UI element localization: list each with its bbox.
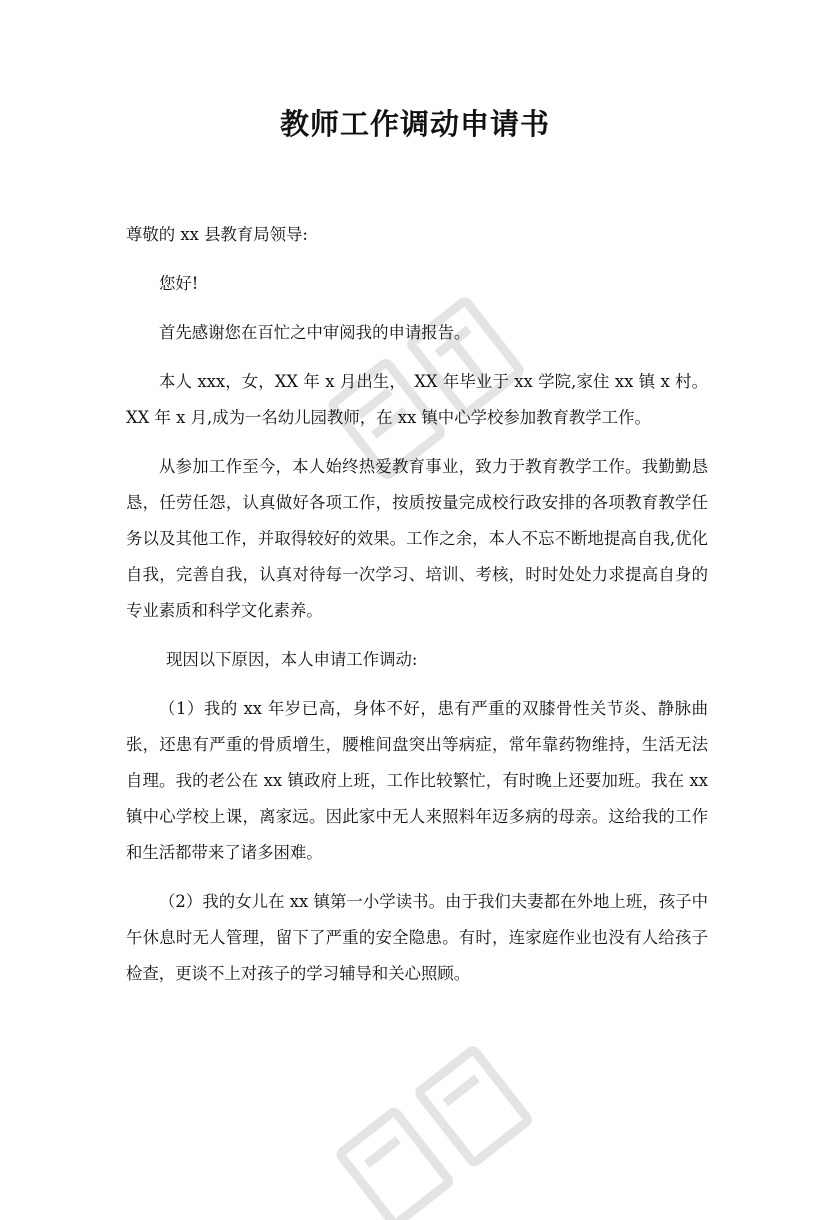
watermark-stamp-icon bbox=[305, 1040, 565, 1220]
paragraph-reason-2: （2）我的女儿在 xx 镇第一小学读书。由于我们夫妻都在外地上班，孩子中午休息时无人管理，留下了严重的安全隐患。有时，连家庭作业也没有人给孩子检查，更谈不上对孩子的学习辅导和关心照顾。 bbox=[126, 892, 708, 983]
paragraph-work-record: 从参加工作至今，本人始终热爱教育事业，致力于教育教学工作。我勤勤恳恳，任劳任怨，认真做好各项工作，按质按量完成校行政安排的各项教育教学任务以及其他工作，并取得较好的效果。工作之余，本人不忘不断地提高自我,优化自我，完善自我，认真对待每一次学习、培训、考核，时时处处力求提高自身的专业素质和科学文化素养。 bbox=[126, 457, 708, 620]
salutation: 尊敬的 xx 县教育局领导: bbox=[126, 225, 308, 244]
paragraph-reasons-intro: 现因以下原因，本人申请工作调动: bbox=[166, 650, 418, 669]
paragraph-reason-1: （1）我的 xx 年岁已高，身体不好，患有严重的双膝骨性关节炎、静脉曲张，还患有严重的骨质增生，腰椎间盘突出等病症，常年靠药物维持，生活无法自理。我的老公在 xx 镇政府上班，工作比较繁忙，有时晚上还要加班。我在 xx 镇中心学校上课，离家远。因此家中无人来照料年迈多病的母亲。这给我的工作和生活都带来了诸多困难。 bbox=[126, 699, 708, 862]
document-title: 教师工作调动申请书 bbox=[279, 107, 550, 141]
paragraph-personal-info: 本人 xxx，女，XX 年 x 月出生， XX 年毕业于 xx 学院,家住 xx 镇 x 村。XX 年 x 月,成为一名幼儿园教师，在 xx 镇中心学校参加教育教学工作。 bbox=[126, 372, 708, 427]
paragraph-thanks: 首先感谢您在百忙之中审阅我的申请报告。 bbox=[159, 323, 471, 342]
greeting: 您好! bbox=[159, 274, 199, 293]
document-body bbox=[126, 217, 708, 992]
